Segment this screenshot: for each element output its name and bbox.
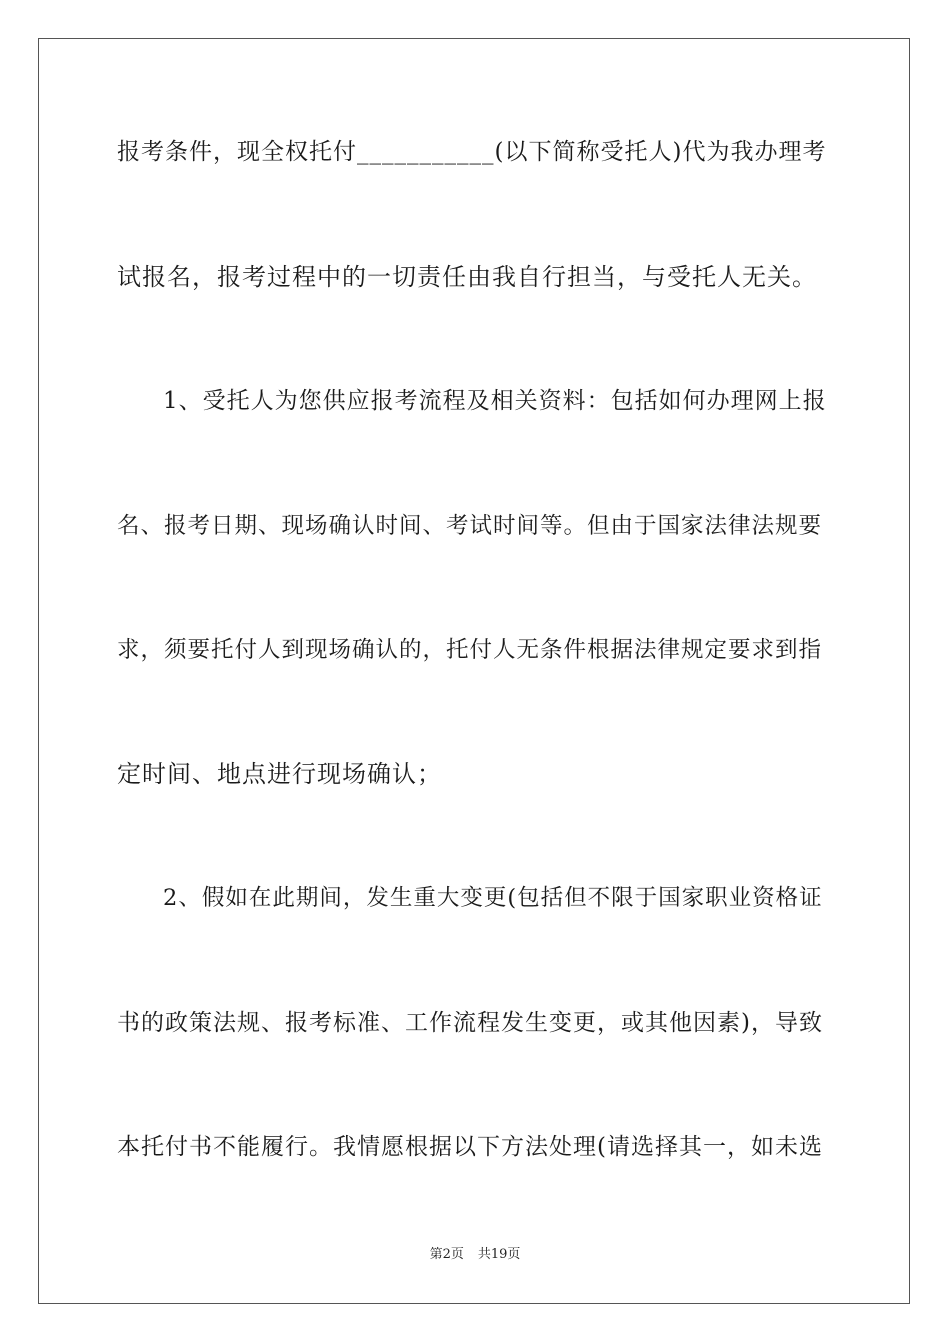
page-number-current: 第2页 bbox=[429, 1247, 464, 1262]
body-line-4: 名、报考日期、现场确认时间、考试时间等。但由于国家法律法规要 bbox=[117, 513, 823, 539]
body-line-5: 求，须要托付人到现场确认的，托付人无条件根据法律规定要求到指 bbox=[117, 637, 823, 663]
body-line-2: 试报名，报考过程中的一切责任由我自行担当，与受托人无关。 bbox=[117, 263, 817, 291]
body-line-8: 书的政策法规、报考标准、工作流程发生变更，或其他因素)，导致 bbox=[117, 1010, 823, 1036]
body-line-7: 2、假如在此期间，发生重大变更(包括但不限于国家职业资格证 bbox=[163, 885, 823, 911]
body-line-6: 定时间、地点进行现场确认； bbox=[117, 760, 442, 788]
page-number-total: 共19页 bbox=[477, 1247, 521, 1262]
body-line-9: 本托付书不能履行。我情愿根据以下方法处理(请选择其一，如未选 bbox=[117, 1134, 823, 1160]
page-border bbox=[38, 38, 910, 1304]
page-footer bbox=[0, 1246, 950, 1264]
body-line-3: 1、受托人为您供应报考流程及相关资料：包括如何办理网上报 bbox=[163, 388, 827, 414]
body-line-1: 报考条件，现全权托付___________(以下简称受托人)代为我办理考 bbox=[117, 139, 827, 165]
